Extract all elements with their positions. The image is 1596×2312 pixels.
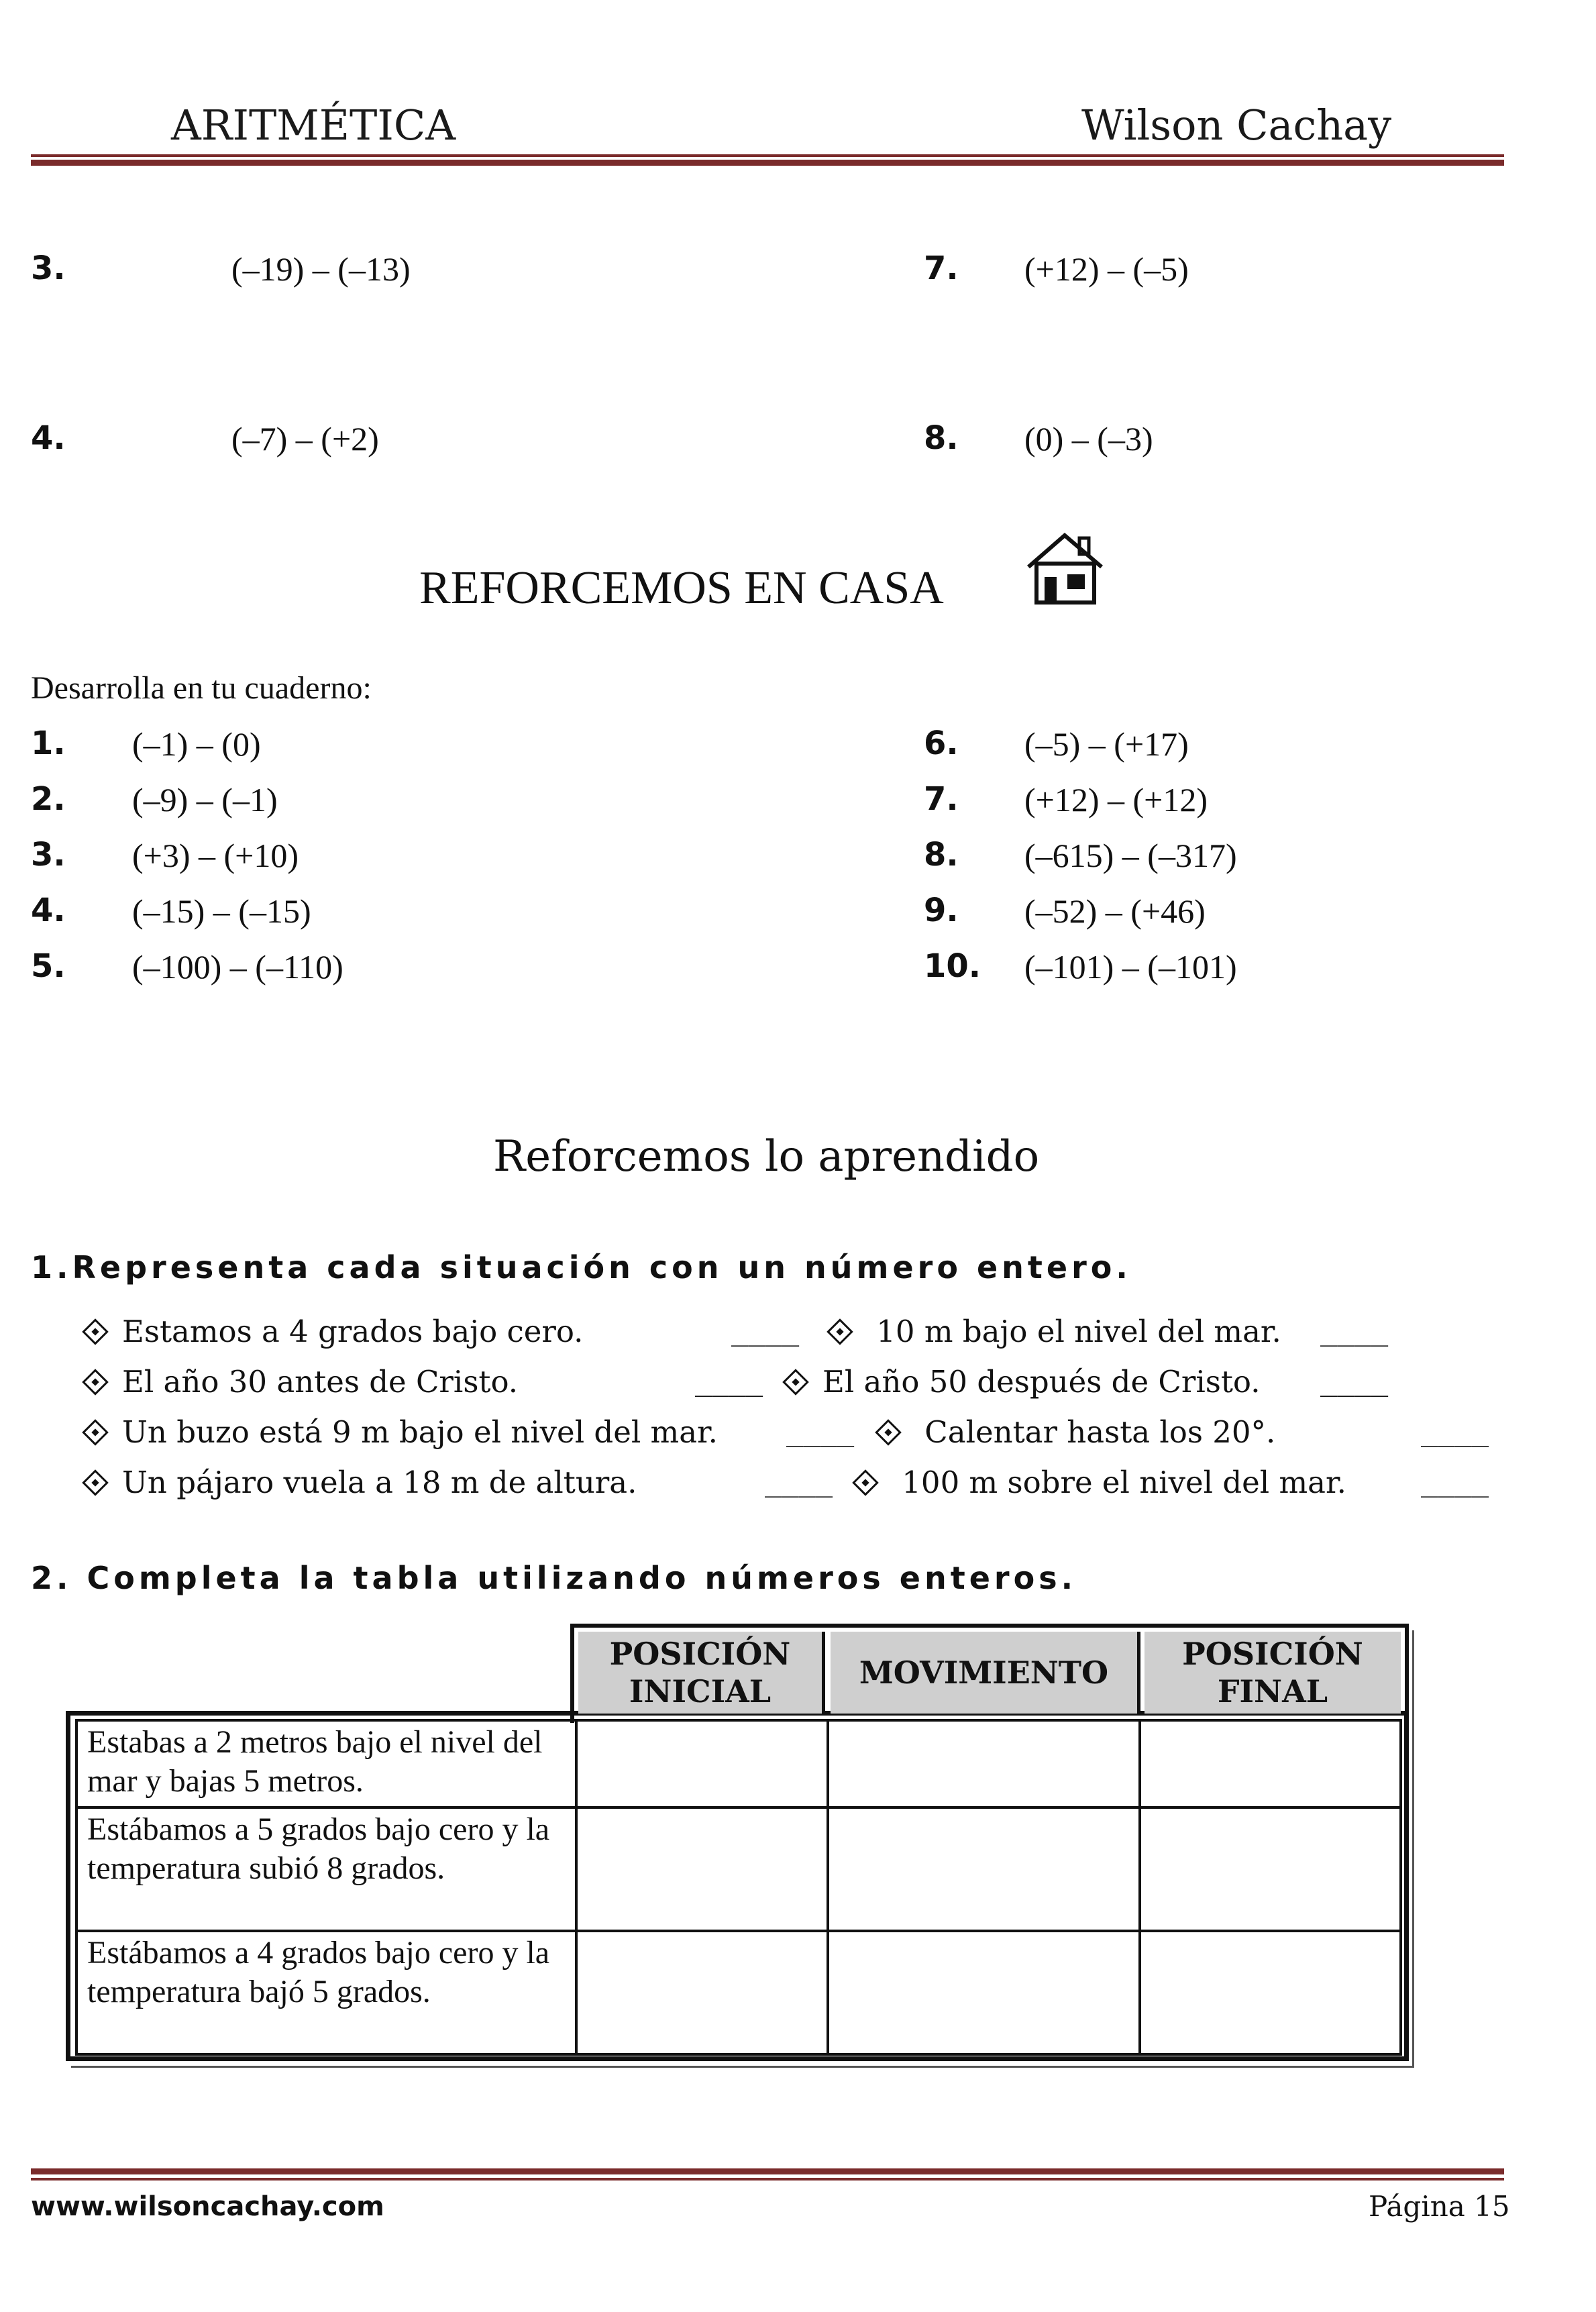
header-rule — [31, 154, 1504, 157]
exercise-expression: (+3) – (+10) — [132, 837, 299, 874]
answer-blank[interactable]: ____ — [786, 1414, 855, 1447]
table-header-movement: MOVIMIENTO — [831, 1632, 1140, 1714]
exercise-number: 9. — [924, 892, 959, 929]
exercise-expression: (–9) – (–1) — [132, 781, 278, 819]
exercise-expression: (–5) – (+17) — [1024, 725, 1189, 763]
table-row — [76, 1807, 1401, 1931]
exercise-number: 3. — [31, 836, 66, 874]
exercise-expression: (–101) – (–101) — [1024, 948, 1237, 986]
diamond-bullet-icon — [82, 1318, 109, 1345]
instruction-text: Desarrolla en tu cuaderno: — [31, 670, 372, 706]
exercise-number: 7. — [924, 780, 959, 818]
answer-cell-movement[interactable] — [828, 1720, 1140, 1807]
diamond-bullet-icon — [82, 1419, 109, 1446]
answer-blank[interactable]: ____ — [1421, 1414, 1489, 1447]
footer-rule — [31, 2178, 1504, 2180]
exercise-expression: (–100) – (–110) — [132, 948, 343, 986]
answer-blank[interactable]: ____ — [731, 1314, 800, 1347]
bullet-item: El año 30 antes de Cristo. — [86, 1364, 518, 1400]
exercise-expression: (–7) – (+2) — [231, 420, 379, 458]
bullet-item: Calentar hasta los 20°. — [879, 1414, 1275, 1450]
answer-blank[interactable]: ____ — [695, 1364, 763, 1397]
exercise-expression: (–1) – (0) — [132, 725, 261, 763]
answer-cell-initial[interactable] — [576, 1931, 828, 2054]
answer-cell-final[interactable] — [1140, 1720, 1401, 1807]
answer-cell-initial[interactable] — [576, 1720, 828, 1807]
page-number: Página 15 — [1369, 2190, 1510, 2223]
answer-cell-movement[interactable] — [828, 1931, 1140, 2054]
diamond-bullet-icon — [82, 1469, 109, 1496]
task-2-heading: 2. Completa la tabla utilizando números enteros. — [31, 1560, 1077, 1596]
exercise-number: 4. — [31, 419, 66, 457]
task-1-heading: 1.Representa cada situación con un número entero. — [31, 1249, 1132, 1285]
diamond-bullet-icon — [852, 1469, 879, 1496]
section-title-review: Reforcemos lo aprendido — [493, 1132, 1040, 1181]
diamond-bullet-icon — [82, 1369, 109, 1396]
diamond-bullet-icon — [827, 1318, 853, 1345]
row-situation: Estábamos a 4 grados bajo cero y la temperatura bajó 5 grados. — [76, 1931, 576, 2054]
bullet-item: 10 m bajo el nivel del mar. — [831, 1314, 1281, 1349]
exercise-expression: (–615) – (–317) — [1024, 837, 1237, 874]
bullet-item: Un buzo está 9 m bajo el nivel del mar. — [86, 1414, 718, 1450]
exercise-number: 4. — [31, 892, 66, 929]
header-rule-thick — [31, 160, 1504, 166]
exercise-number: 1. — [31, 725, 66, 762]
exercise-number: 5. — [31, 947, 66, 985]
exercise-expression: (+12) – (+12) — [1024, 781, 1208, 819]
exercise-number: 3. — [31, 250, 66, 287]
exercise-number: 7. — [924, 250, 959, 287]
table-header-initial: POSICIÓN INICIAL — [578, 1632, 825, 1714]
answer-blank[interactable]: ____ — [1320, 1314, 1389, 1347]
answer-blank[interactable]: ____ — [1421, 1465, 1489, 1497]
footer-rule-thick — [31, 2168, 1504, 2174]
diamond-bullet-icon — [782, 1369, 809, 1396]
exercise-number: 8. — [924, 836, 959, 874]
bullet-item: El año 50 después de Cristo. — [786, 1364, 1261, 1400]
exercise-expression: (0) – (–3) — [1024, 420, 1153, 458]
exercise-expression: (+12) – (–5) — [1024, 250, 1189, 288]
exercise-number: 6. — [924, 725, 959, 762]
diamond-bullet-icon — [875, 1419, 902, 1446]
section-title-home: REFORCEMOS EN CASA — [419, 562, 944, 614]
answer-blank[interactable]: ____ — [1320, 1364, 1389, 1397]
table-header-final: POSICIÓN FINAL — [1145, 1632, 1401, 1714]
exercise-number: 10. — [924, 947, 981, 985]
table-row — [76, 1931, 1401, 2054]
answer-cell-initial[interactable] — [576, 1807, 828, 1931]
footer-website-link[interactable]: www.wilsoncachay.com — [31, 2191, 384, 2222]
header-author: Wilson Cachay — [1081, 101, 1392, 150]
answer-cell-movement[interactable] — [828, 1807, 1140, 1931]
table-row — [76, 1720, 1401, 1807]
bullet-item: Estamos a 4 grados bajo cero. — [86, 1314, 583, 1349]
positions-table — [75, 1719, 1402, 2056]
row-situation: Estábamos a 5 grados bajo cero y la temperatura subió 8 grados. — [76, 1807, 576, 1931]
answer-cell-final[interactable] — [1140, 1807, 1401, 1931]
answer-blank[interactable]: ____ — [765, 1465, 833, 1497]
exercise-number: 8. — [924, 419, 959, 457]
bullet-item: Un pájaro vuela a 18 m de altura. — [86, 1465, 637, 1500]
house-icon — [1023, 530, 1107, 610]
exercise-expression: (–15) – (–15) — [132, 892, 311, 930]
bullet-item: 100 m sobre el nivel del mar. — [856, 1465, 1346, 1500]
row-situation: Estabas a 2 metros bajo el nivel del mar y bajas 5 metros. — [76, 1720, 576, 1807]
header-title: ARITMÉTICA — [171, 101, 456, 150]
exercise-expression: (–19) – (–13) — [231, 250, 411, 288]
answer-cell-final[interactable] — [1140, 1931, 1401, 2054]
exercise-expression: (–52) – (+46) — [1024, 892, 1206, 930]
exercise-number: 2. — [31, 780, 66, 818]
